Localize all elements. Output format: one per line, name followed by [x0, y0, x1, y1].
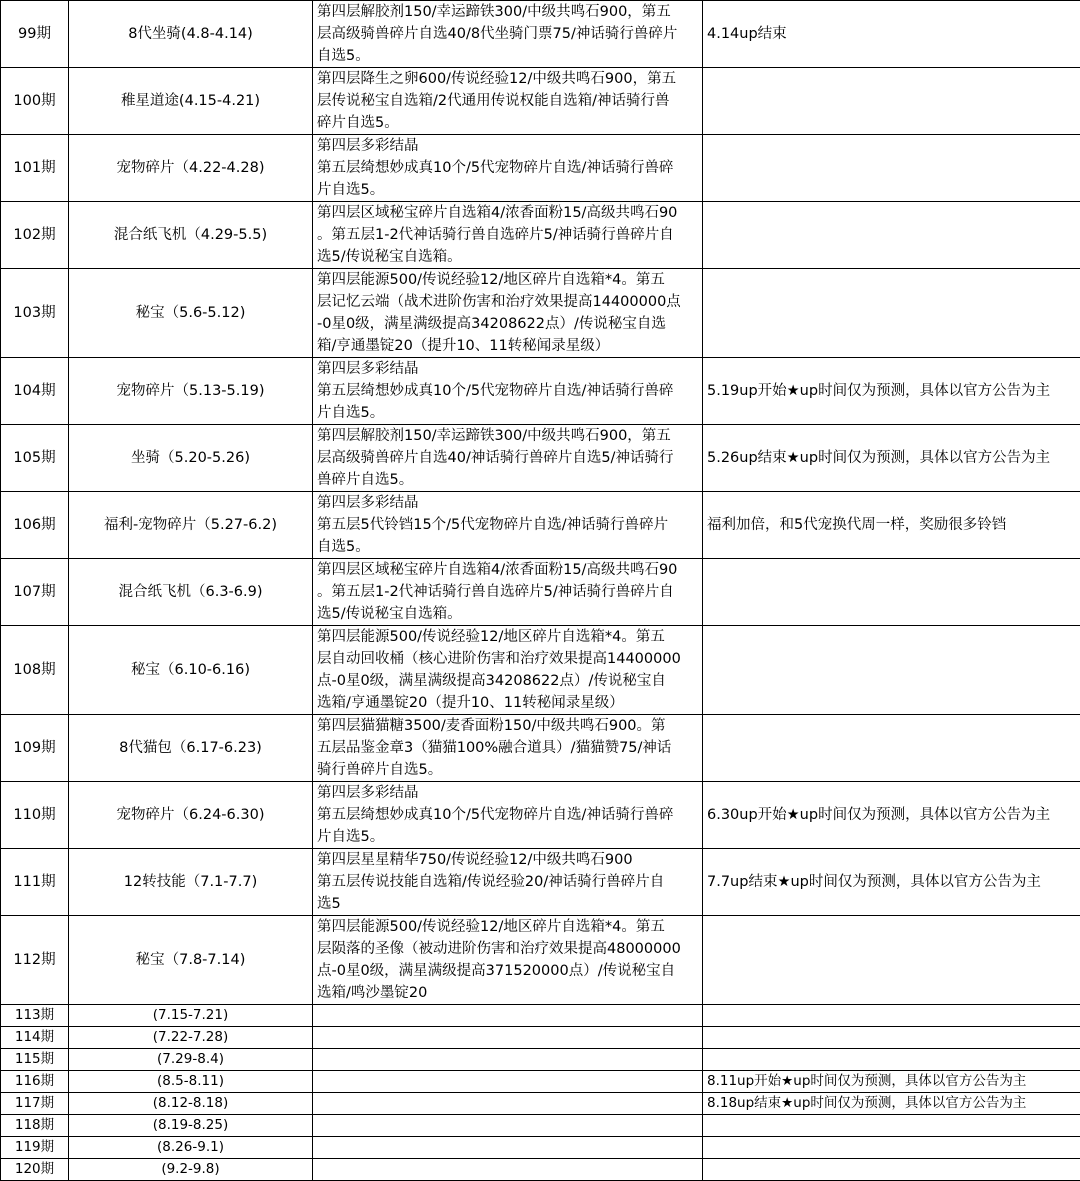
table-row — [1, 425, 1080, 492]
note-cell — [703, 1115, 1080, 1137]
note-cell — [703, 135, 1080, 202]
reward-cell — [313, 1049, 703, 1071]
reward-cell: 第四层星星精华750/传说经验12/中级共鸣石900 第五层传说技能自选箱/传说经验20/神话骑行兽碎片自 选5 — [313, 849, 703, 916]
period-cell: 104期 — [1, 358, 69, 425]
note-cell: 6.30up开始★up时间仅为预测，具体以官方公告为主 — [703, 782, 1080, 849]
note-cell — [703, 1159, 1080, 1181]
period-cell: 108期 — [1, 626, 69, 715]
table-row — [1, 715, 1080, 782]
reward-cell: 第四层能源500/传说经验12/地区碎片自选箱*4。第五 层陨落的圣像（被动进阶伤害和治疗效果提高48000000 点-0星0级，满星满级提高371520000点）/传说秘宝自 选箱/鸣沙墨锭20 — [313, 916, 703, 1005]
table-row — [1, 1005, 1080, 1027]
theme-cell: 福利-宠物碎片（5.27-6.2) — [69, 492, 313, 559]
theme-cell: 秘宝（5.6-5.12) — [69, 269, 313, 358]
table-row — [1, 1093, 1080, 1115]
period-cell: 102期 — [1, 202, 69, 269]
reward-cell: 第四层区域秘宝碎片自选箱4/浓香面粉15/高级共鸣石90 。第五层1-2代神话骑行兽自选碎片5/神话骑行兽碎片自 选5/传说秘宝自选箱。 — [313, 202, 703, 269]
table-row — [1, 1159, 1080, 1181]
period-cell: 111期 — [1, 849, 69, 916]
theme-cell: (8.26-9.1) — [69, 1137, 313, 1159]
reward-cell — [313, 1027, 703, 1049]
reward-cell: 第四层多彩结晶 第五层5代铃铛15个/5代宠物碎片自选/神话骑行兽碎片 自选5。 — [313, 492, 703, 559]
note-cell: 8.11up开始★up时间仅为预测，具体以官方公告为主 — [703, 1071, 1080, 1093]
note-cell — [703, 269, 1080, 358]
period-cell: 106期 — [1, 492, 69, 559]
table-row — [1, 492, 1080, 559]
theme-cell: (7.22-7.28) — [69, 1027, 313, 1049]
period-cell: 113期 — [1, 1005, 69, 1027]
period-cell: 107期 — [1, 559, 69, 626]
theme-cell: (8.19-8.25) — [69, 1115, 313, 1137]
note-cell: 5.19up开始★up时间仅为预测，具体以官方公告为主 — [703, 358, 1080, 425]
theme-cell: 稚星道途(4.15-4.21) — [69, 68, 313, 135]
note-cell: 7.7up结束★up时间仅为预测，具体以官方公告为主 — [703, 849, 1080, 916]
table-row — [1, 135, 1080, 202]
reward-cell: 第四层解胶剂150/幸运蹄铁300/中级共鸣石900，第五 层高级骑兽碎片自选40/8代坐骑门票75/神话骑行兽碎片 自选5。 — [313, 1, 703, 68]
reward-cell: 第四层降生之卵600/传说经验12/中级共鸣石900，第五 层传说秘宝自选箱/2代通用传说权能自选箱/神话骑行兽 碎片自选5。 — [313, 68, 703, 135]
reward-cell: 第四层能源500/传说经验12/地区碎片自选箱*4。第五 层记忆云端（战术进阶伤害和治疗效果提高14400000点 -0星0级，满星满级提高34208622点）/传说秘宝自选 箱/亨通墨锭20（提升10、11转秘闻录星级） — [313, 269, 703, 358]
table-row — [1, 269, 1080, 358]
table-row — [1, 559, 1080, 626]
theme-cell: 坐骑（5.20-5.26) — [69, 425, 313, 492]
note-cell — [703, 626, 1080, 715]
reward-cell — [313, 1115, 703, 1137]
theme-cell: 12转技能（7.1-7.7) — [69, 849, 313, 916]
note-cell: 4.14up结束 — [703, 1, 1080, 68]
period-cell: 99期 — [1, 1, 69, 68]
note-cell: 5.26up结束★up时间仅为预测，具体以官方公告为主 — [703, 425, 1080, 492]
period-cell: 110期 — [1, 782, 69, 849]
reward-cell: 第四层多彩结晶 第五层绮想妙成真10个/5代宠物碎片自选/神话骑行兽碎 片自选5。 — [313, 782, 703, 849]
table-row — [1, 358, 1080, 425]
note-cell — [703, 1027, 1080, 1049]
note-cell — [703, 1137, 1080, 1159]
theme-cell: (7.29-8.4) — [69, 1049, 313, 1071]
table-row — [1, 1115, 1080, 1137]
reward-cell: 第四层多彩结晶 第五层绮想妙成真10个/5代宠物碎片自选/神话骑行兽碎 片自选5。 — [313, 135, 703, 202]
reward-cell — [313, 1159, 703, 1181]
theme-cell: (8.12-8.18) — [69, 1093, 313, 1115]
reward-cell — [313, 1093, 703, 1115]
table-row — [1, 916, 1080, 1005]
table-row — [1, 68, 1080, 135]
table-row — [1, 1, 1080, 68]
note-cell — [703, 715, 1080, 782]
period-cell: 117期 — [1, 1093, 69, 1115]
note-cell — [703, 916, 1080, 1005]
period-cell: 115期 — [1, 1049, 69, 1071]
theme-cell: (9.2-9.8) — [69, 1159, 313, 1181]
period-cell: 101期 — [1, 135, 69, 202]
reward-cell — [313, 1005, 703, 1027]
period-cell: 109期 — [1, 715, 69, 782]
theme-cell: (8.5-8.11) — [69, 1071, 313, 1093]
note-cell — [703, 1005, 1080, 1027]
reward-cell: 第四层区域秘宝碎片自选箱4/浓香面粉15/高级共鸣石90 。第五层1-2代神话骑行兽自选碎片5/神话骑行兽碎片自 选5/传说秘宝自选箱。 — [313, 559, 703, 626]
note-cell — [703, 559, 1080, 626]
theme-cell: 8代猫包（6.17-6.23) — [69, 715, 313, 782]
table-row — [1, 1071, 1080, 1093]
theme-cell: 8代坐骑(4.8-4.14) — [69, 1, 313, 68]
note-cell — [703, 68, 1080, 135]
period-cell: 120期 — [1, 1159, 69, 1181]
period-cell: 105期 — [1, 425, 69, 492]
table-row — [1, 1137, 1080, 1159]
period-cell: 119期 — [1, 1137, 69, 1159]
reward-cell: 第四层多彩结晶 第五层绮想妙成真10个/5代宠物碎片自选/神话骑行兽碎 片自选5。 — [313, 358, 703, 425]
theme-cell: 混合纸飞机（6.3-6.9) — [69, 559, 313, 626]
note-cell — [703, 1049, 1080, 1071]
table-row — [1, 782, 1080, 849]
theme-cell: 宠物碎片（4.22-4.28) — [69, 135, 313, 202]
note-cell: 8.18up结束★up时间仅为预测，具体以官方公告为主 — [703, 1093, 1080, 1115]
table-row — [1, 849, 1080, 916]
reward-cell — [313, 1137, 703, 1159]
table-row — [1, 626, 1080, 715]
period-cell: 118期 — [1, 1115, 69, 1137]
table-row — [1, 202, 1080, 269]
note-cell — [703, 202, 1080, 269]
period-cell: 112期 — [1, 916, 69, 1005]
period-cell: 114期 — [1, 1027, 69, 1049]
theme-cell: 混合纸飞机（4.29-5.5) — [69, 202, 313, 269]
reward-cell: 第四层解胶剂150/幸运蹄铁300/中级共鸣石900，第五 层高级骑兽碎片自选40/神话骑行兽碎片自选5/神话骑行 兽碎片自选5。 — [313, 425, 703, 492]
table-row — [1, 1049, 1080, 1071]
period-cell: 103期 — [1, 269, 69, 358]
theme-cell: 宠物碎片（5.13-5.19) — [69, 358, 313, 425]
reward-cell: 第四层能源500/传说经验12/地区碎片自选箱*4。第五 层自动回收桶（核心进阶伤害和治疗效果提高14400000 点-0星0级，满星满级提高34208622点）/传说秘宝自 选箱/亨通墨锭20（提升10、11转秘闻录星级） — [313, 626, 703, 715]
table-row — [1, 1027, 1080, 1049]
reward-cell: 第四层猫猫糖3500/麦香面粉150/中级共鸣石900。第 五层品鉴金章3（猫猫100%融合道具）/猫猫赞75/神话 骑行兽碎片自选5。 — [313, 715, 703, 782]
note-cell: 福利加倍，和5代宠换代周一样，奖励很多铃铛 — [703, 492, 1080, 559]
theme-cell: 宠物碎片（6.24-6.30) — [69, 782, 313, 849]
period-cell: 100期 — [1, 68, 69, 135]
reward-cell — [313, 1071, 703, 1093]
period-cell: 116期 — [1, 1071, 69, 1093]
theme-cell: 秘宝（6.10-6.16) — [69, 626, 313, 715]
theme-cell: 秘宝（7.8-7.14) — [69, 916, 313, 1005]
theme-cell: (7.15-7.21) — [69, 1005, 313, 1027]
